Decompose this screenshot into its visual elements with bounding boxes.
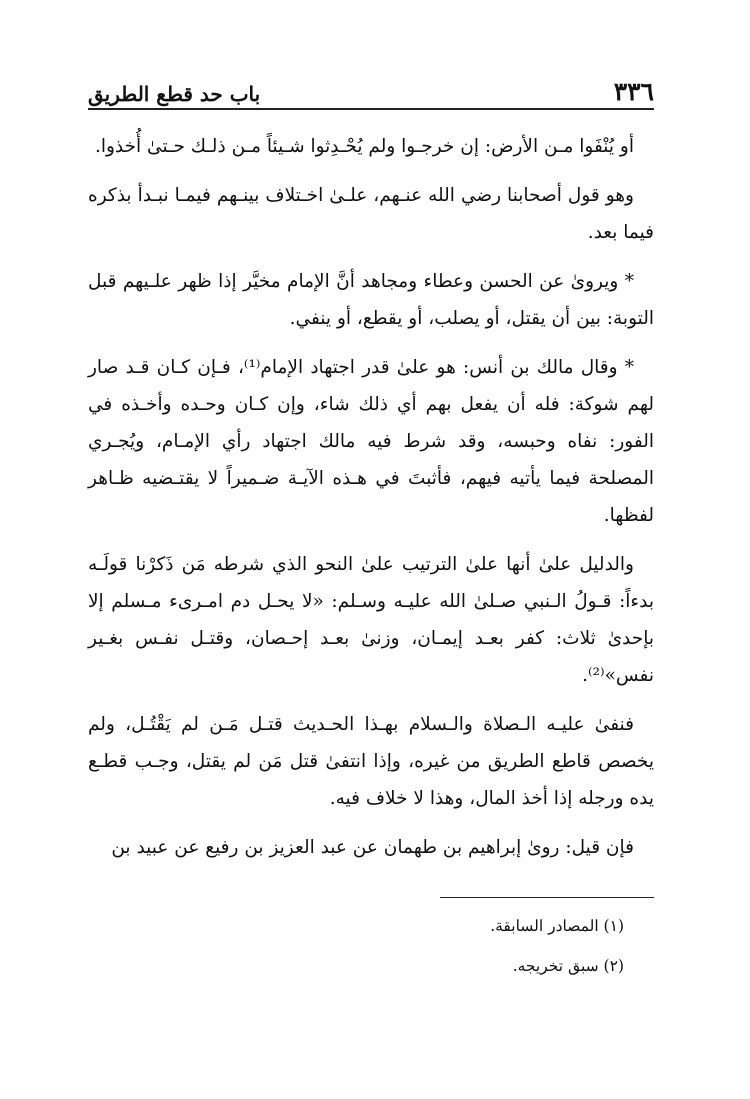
page-number: ٣٣٦ — [613, 77, 654, 106]
paragraph-4: * وقال مالك بن أنس: هو علىٰ قدر اجتهاد الإمام⁽¹⁾، فـإن كـان قـد صار لهم شوكة: فله أن يفعل بهم أي ذلك شاء، وإن كـان وحـده وأخـذه في الفور: نفاه وحبسه، وقد شرط فيه مالك اجتهاد رأي الإمـام، ويُجـري المصلحة فيما يأتيه فيهم، فأثبتَ في هـذه الآيـة ضـميراً لا يقتـضيه ظـاهر لفظها. — [88, 357, 654, 526]
paragraph-7: فإن قيل: رویٰ إبراهيم بن طهمان عن عبد العزيز بن رفيع عن عبيد بن — [111, 837, 634, 858]
paragraph-1: أو يُنْفَوا مـن الأرض: إن خرجـوا ولم يُحْـدِثوا شـيئاً مـن ذلـك حـتىٰ أُخذوا. — [94, 136, 634, 157]
footnote-2: (٢) سبق تخريجه. — [512, 957, 624, 975]
page-header — [88, 66, 654, 110]
paragraph-6: فنفىٰ عليـه الـصلاة والـسلام بهـذا الحـديث قتـل مَـن لم يَقْتُـل، ولم يخصص قاطع الطريق من غيره، وإذا انتفىٰ قتل مَن لم يقتل، وجـب قطـع يده ورجله إذا أخذ المال، وهذا لا خلاف فيه. — [88, 714, 654, 809]
footnote-1: (١) المصادر السابقة. — [490, 917, 624, 935]
running-title: باب حد قطع الطريق — [88, 82, 261, 106]
footnote-divider — [440, 897, 654, 898]
footnotes — [88, 906, 654, 986]
paragraph-5: والدليل علىٰ أنها علىٰ الترتيب علىٰ النحو الذي شرطه مَن ذَكرْنا قولَـه بدءاً: قـولُ الـنبي صـلىٰ الله عليـه وسـلم: «لا يحـل دم امـرىء مـسلم إلا بإحدىٰ ثلاث: كفر بعـد إيمـان، وزنىٰ بعـد إحـصان، وقتـل نفـس بغـير نفس»⁽²⁾. — [88, 554, 654, 686]
paragraph-2: وهو قول أصحابنا رضي الله عنـهم، علـىٰ اخـتلاف بينـهم فيمـا نبـدأ بذكره فيما بعد. — [88, 185, 654, 243]
paragraph-3: * ويرویٰ عن الحسن وعطاء ومجاهد أنَّ الإمام مخيَّر إذا ظهر علـيهم قبل التوبة: بين أن يقتل، أو يصلب، أو يقطع، أو ينفي. — [88, 271, 654, 329]
main-text — [88, 128, 654, 878]
